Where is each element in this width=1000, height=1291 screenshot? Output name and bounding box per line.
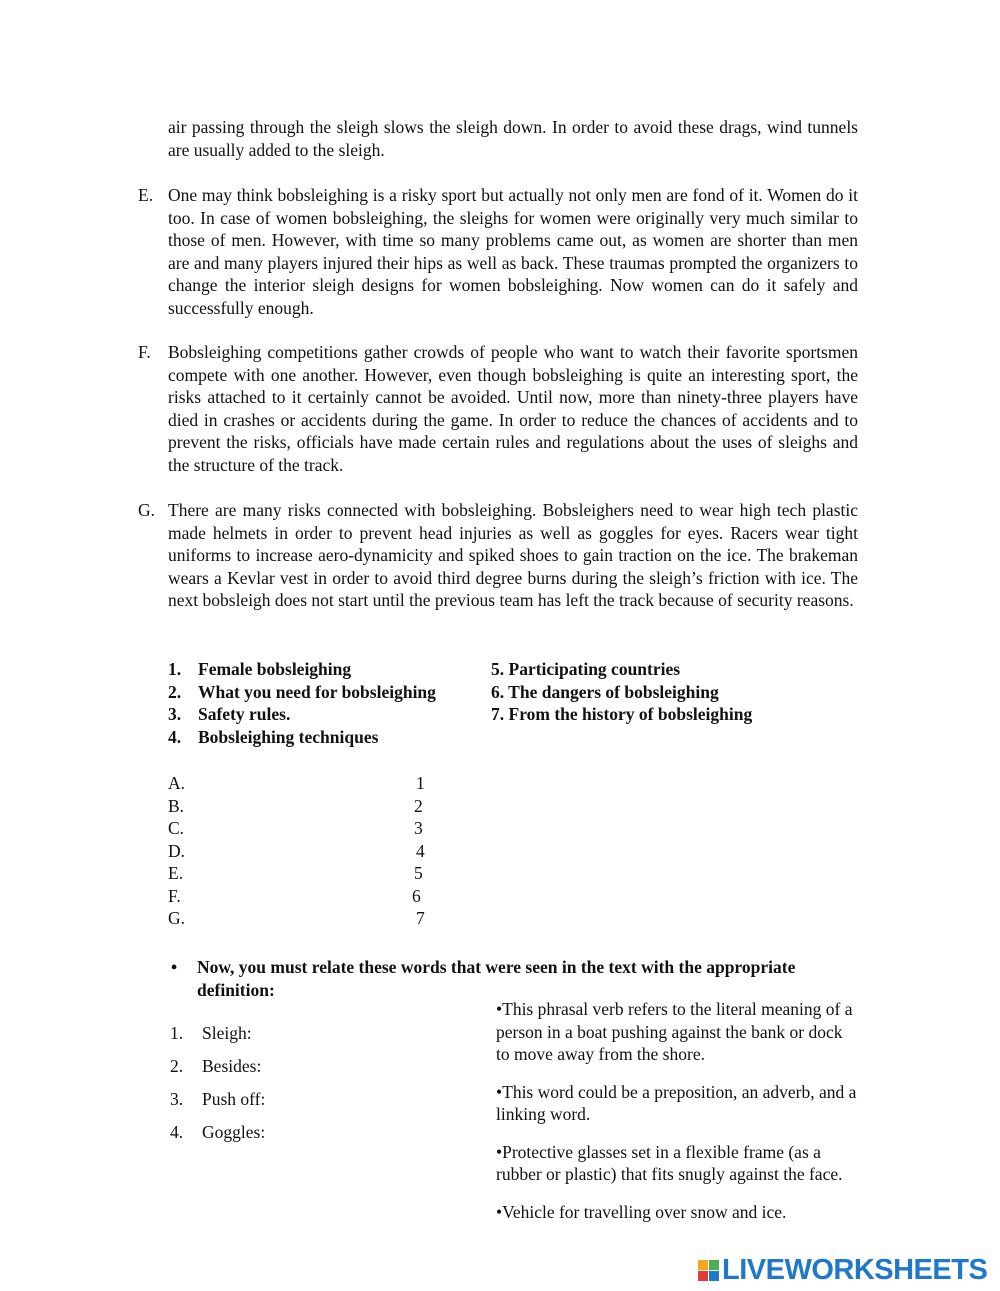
- paragraph-g: [138, 499, 858, 612]
- answer-row: [168, 817, 468, 840]
- answer-row: [168, 885, 468, 908]
- answer-number[interactable]: 6: [412, 885, 421, 906]
- answer-number[interactable]: 7: [416, 908, 425, 928]
- paragraph-text: Bobsleighing competitions gather crowds of people who want to watch their favorite sportsmen compete with one another. However, even though bobsleighing is quite an interesting sport, the risks attached to it certainly cannot be avoided. Until now, more than ninety-three players have died in crashes or accidents during the game. In order to reduce the chances of accidents and to prevent the risks, officials have made certain rules and regulations about the uses of sleighs and the structure of the track.: [168, 342, 858, 475]
- topic-label: Female bobsleighing: [198, 659, 352, 679]
- answer-number[interactable]: 3: [414, 818, 423, 838]
- answer-letter: G.: [168, 908, 186, 928]
- logo-text: LIVEWORKSHEETS: [722, 1253, 988, 1286]
- logo-square: [709, 1260, 719, 1270]
- answer-letter: B.: [168, 795, 185, 816]
- answer-letter: F.: [168, 885, 181, 906]
- answer-letter: A.: [168, 773, 186, 793]
- topic-label: 5. Participating countries: [491, 659, 681, 679]
- answer-grid: [168, 772, 468, 930]
- logo-square: [709, 1271, 719, 1281]
- topic-label: 7. From the history of bobsleighing: [491, 704, 753, 724]
- vocabulary-word: Goggles:: [202, 1122, 266, 1142]
- topic-item: [168, 681, 436, 704]
- topic-label: What you need for bobsleighing: [198, 681, 436, 702]
- answer-letter: E.: [168, 863, 184, 883]
- paragraph-e: [138, 184, 858, 319]
- vocabulary-number: 4.: [170, 1122, 184, 1142]
- definition-item[interactable]: •This word could be a preposition, an adverb, and a linking word.: [496, 1081, 857, 1124]
- liveworksheets-logo: [698, 1252, 998, 1288]
- vocabulary-item: [170, 1022, 265, 1055]
- answer-number[interactable]: 1: [416, 773, 425, 793]
- topic-column-right: [491, 658, 752, 726]
- vocabulary-word: Sleigh:: [202, 1023, 252, 1043]
- answer-letter: C.: [168, 818, 185, 838]
- answer-row: [168, 862, 468, 885]
- instruction-bullet: •: [171, 957, 178, 977]
- answer-number[interactable]: 2: [414, 795, 423, 816]
- vocabulary-number: 3.: [170, 1089, 184, 1109]
- topic-item: [491, 703, 752, 726]
- paragraph-label: F.: [138, 342, 151, 362]
- answer-number[interactable]: 4: [416, 840, 425, 861]
- topic-number: 1.: [168, 659, 182, 679]
- paragraph-label: G.: [138, 500, 156, 520]
- logo-mark-icon: [698, 1260, 719, 1281]
- topic-number: 4.: [168, 726, 182, 747]
- definition-item[interactable]: •Vehicle for travelling over snow and ice.: [496, 1201, 787, 1222]
- topic-label: Bobsleighing techniques: [198, 726, 379, 747]
- vocabulary-word: Push off:: [202, 1089, 266, 1109]
- topic-item: [168, 703, 436, 726]
- answer-row: [168, 795, 468, 818]
- topic-item: [491, 681, 752, 704]
- paragraph-text: air passing through the sleigh slows the sleigh down. In order to avoid these drags, wind tunnels are usually added to the sleigh.: [168, 117, 858, 160]
- answer-row: [168, 840, 468, 863]
- logo-square: [698, 1271, 708, 1281]
- topic-column-left: [168, 658, 436, 748]
- vocabulary-item: [170, 1121, 265, 1154]
- logo-square: [698, 1260, 708, 1270]
- paragraph-d-continued: [168, 116, 858, 161]
- paragraph-f: [138, 341, 858, 476]
- vocabulary-number: 2.: [170, 1056, 184, 1076]
- paragraph-text: One may think bobsleighing is a risky sport but actually not only men are fond of it. Women do it too. In case of women bobsleighing, the sleighs for women were originally very much similar to those of men. However, with time so many problems came out, as women are shorter than men are and many players injured their hips as well as back. These traumas prompted the organizers to change the interior sleigh designs for women bobsleighing. Now women can do it safely and successfully enough.: [168, 185, 858, 318]
- answer-letter: D.: [168, 840, 186, 861]
- definition-item[interactable]: •This phrasal verb refers to the literal meaning of a person in a boat pushing against the bank or dock to move away from the shore.: [496, 999, 853, 1064]
- topic-number: 2.: [168, 681, 182, 702]
- definition-list: [496, 998, 858, 1238]
- vocabulary-word: Besides:: [202, 1056, 262, 1076]
- vocabulary-number: 1.: [170, 1023, 184, 1043]
- answer-row: [168, 907, 468, 930]
- answer-number[interactable]: 5: [414, 863, 423, 883]
- topic-number: 3.: [168, 704, 182, 724]
- topic-label: Safety rules.: [198, 704, 291, 724]
- topic-label: 6. The dangers of bobsleighing: [491, 681, 719, 702]
- topic-item: [168, 658, 436, 681]
- paragraph-label: E.: [138, 185, 154, 205]
- vocabulary-item: [170, 1055, 265, 1088]
- topic-item: [491, 658, 752, 681]
- definition-item[interactable]: •Protective glasses set in a flexible frame (as a rubber or plastic) that fits snugly against the face.: [496, 1141, 843, 1184]
- answer-row: [168, 772, 468, 795]
- vocabulary-item: [170, 1088, 265, 1121]
- topic-item: [168, 726, 436, 749]
- instruction-text: Now, you must relate these words that were seen in the text with the appropriate definition:: [197, 957, 796, 1000]
- paragraph-text: There are many risks connected with bobsleighing. Bobsleighers need to wear high tech plastic made helmets in order to prevent head injuries as well as goggles for eyes. Racers wear tight uniforms to increase aero-dynamicity and spiked shoes to gain traction on the ice. The brakeman wears a Kevlar vest in order to avoid third degree burns during the sleigh’s friction with ice. The next bobsleigh does not start until the previous team has left the track because of security reasons.: [168, 500, 858, 610]
- vocabulary-list: [170, 1022, 265, 1154]
